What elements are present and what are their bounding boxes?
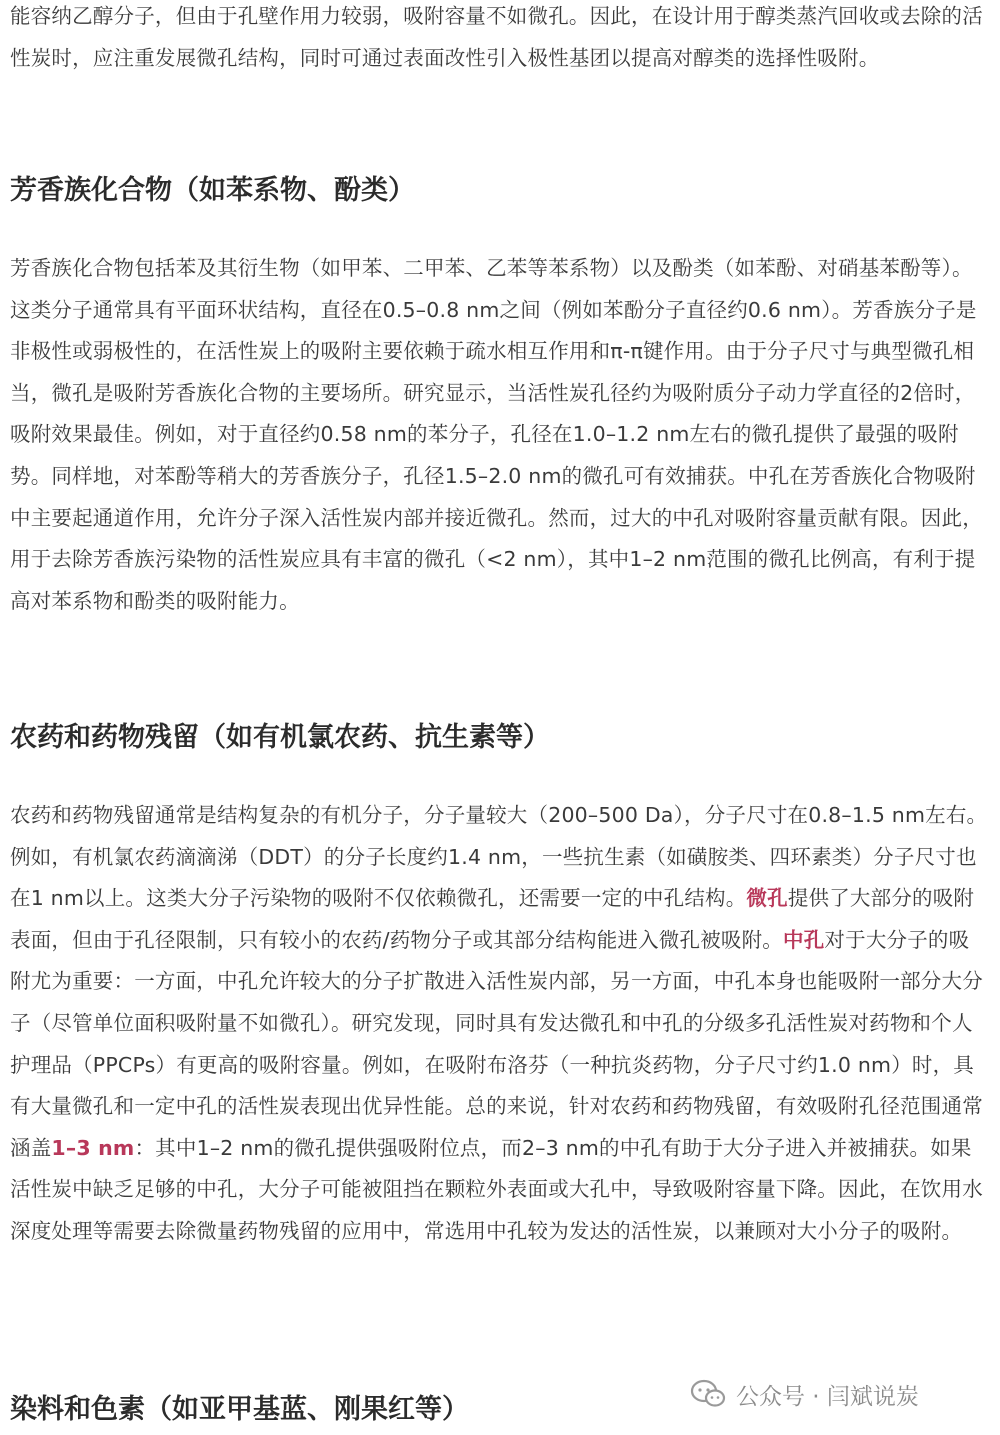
paragraph-text: ：其中1–2 nm的微孔提供强吸附位点，而2–3 nm的中孔有助于大分子进入并被捕获。如果活性炭中缺乏足够的中孔，大分子可能被阻挡在颗粒外表面或大孔中，导致吸附容量下降。因此，在饮用水深度处理等需要去除微量药物残留的应用中，常选用中孔较为发达的活性炭，以兼顾对大小分子的吸附。 [10, 1135, 983, 1243]
watermark [690, 1372, 990, 1416]
paragraph-text: 提供了大部分的吸附表面，但由于孔径限制，只有较小的农药/药物分子或其部分结构能进入微孔被吸附。 [10, 886, 975, 952]
highlight-micropore: 微孔 [746, 886, 788, 911]
watermark-text: 公众号 · 闫斌说炭 [736, 1383, 919, 1410]
section-heading-aromatic: 芳香族化合物（如苯系物、酚类） [10, 175, 415, 206]
section-paragraph-aromatic: 芳香族化合物包括苯及其衍生物（如甲苯、二甲苯、乙苯等苯系物）以及酚类（如苯酚、对硝基苯酚等）。这类分子通常具有平面环状结构，直径在0.5–0.8 nm之间（例如苯酚分子直径约0.6 nm）。芳香族分子是非极性或弱极性的，在活性炭上的吸附主要依赖于疏水相互作用和π-π键作用。由于分子尺寸与典型微孔相当，微孔是吸附芳香族化合物的主要场所。研究显示，当活性炭孔径约为吸附质分子动力学直径的2倍时，吸附效果最佳。例如，对于直径约0.58 nm的苯分子，孔径在1.0–1.2 nm左右的微孔提供了最强的吸附势。同样地，对苯酚等稍大的芳香族分子，孔径1.5–2.0 nm的微孔可有效捕获。中孔在芳香族化合物吸附中主要起通道作用，允许分子深入活性炭内部并接近微孔。然而，过大的中孔对吸附容量贡献有限。因此，用于去除芳香族污染物的活性炭应具有丰富的微孔（<2 nm），其中1–2 nm范围的微孔比例高，有利于提高对苯系物和酚类的吸附能力。 [10, 256, 983, 613]
wechat-icon [690, 1379, 726, 1409]
intro-paragraph: 能容纳乙醇分子，但由于孔壁作用力较弱，吸附容量不如微孔。因此，在设计用于醇类蒸汽回收或去除的活性炭时，应注重发展微孔结构，同时可通过表面改性引入极性基团以提高对醇类的选择性吸附。 [10, 4, 983, 70]
section-heading-dyes: 染料和色素（如亚甲基蓝、刚果红等） [10, 1394, 469, 1425]
paragraph-text: 对于大分子的吸附尤为重要：一方面，中孔允许较大的分子扩散进入活性炭内部，另一方面，中孔本身也能吸附一部分大分子（尽管单位面积吸附量不如微孔）。研究发现，同时具有发达微孔和中孔的分级多孔活性炭对药物和个人护理品（PPCPs）有更高的吸附容量。例如，在吸附布洛芬（一种抗炎药物，分子尺寸约1.0 nm）时，具有大量微孔和一定中孔的活性炭表现出优异性能。总的来说，针对农药和药物残留，有效吸附孔径范围通常涵盖 [10, 927, 983, 1160]
section-paragraph-pesticides [10, 795, 990, 1253]
highlight-mesopore: 中孔 [783, 927, 825, 952]
section-heading-pesticides: 农药和药物残留（如有机氯农药、抗生素等） [10, 722, 550, 753]
paragraph-text: 农药和药物残留通常是结构复杂的有机分子，分子量较大（200–500 Da），分子尺寸在0.8–1.5 nm左右。例如，有机氯农药滴滴涕（DDT）的分子长度约1.4 nm，一些抗生素（如磺胺类、四环素类）分子尺寸也在1 nm以上。这类大分子污染物的吸附不仅依赖微孔，还需要一定的中孔结构。 [10, 803, 988, 911]
highlight-pore-range: 1–3 nm [51, 1135, 135, 1160]
